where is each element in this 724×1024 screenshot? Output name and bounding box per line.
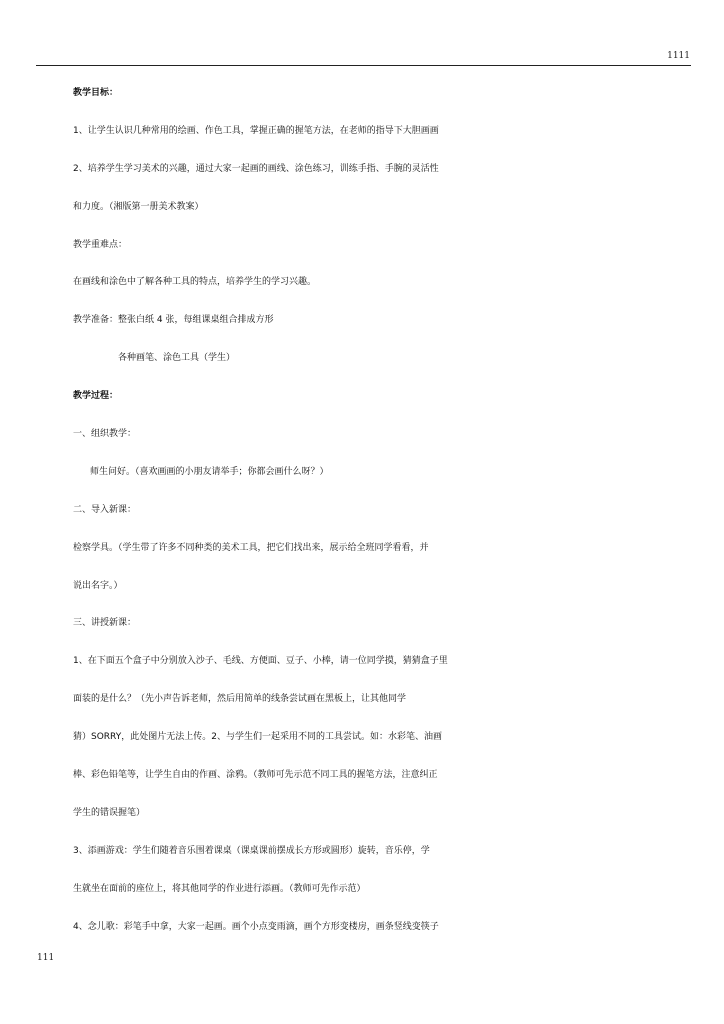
- paragraph-line: 生就坐在面前的座位上，将其他同学的作业进行添画。（教师可先作示范）: [73, 884, 366, 894]
- paragraph-line: 1、让学生认识几种常用的绘画、作色工具，掌握正确的握笔方法，在老师的指导下大胆画画: [73, 126, 439, 136]
- section-heading: 三、讲授新课：: [73, 618, 137, 628]
- paragraph-line: 检察学具。（学生带了许多不同种类的美术工具，把它们找出来，展示给全班同学看看，并: [73, 543, 429, 553]
- paragraph-line: 3、添画游戏：学生们随着音乐围着课桌（课桌课前摆成长方形或圆形）旋转，音乐停，学: [73, 846, 430, 856]
- paragraph-line: 教学准备：整张白纸 4 张，每组课桌组合排成方形: [73, 315, 274, 325]
- section-heading: 二、导入新课：: [73, 505, 137, 515]
- paragraph-line: 说出名字。）: [73, 581, 123, 591]
- heading-process: 教学过程：: [73, 391, 119, 401]
- heading-objectives: 教学目标：: [73, 88, 119, 98]
- heading-key-points: 教学重难点：: [73, 240, 128, 250]
- paragraph-line: 猜）SORRY，此处图片无法上传。2、与学生们一起采用不同的工具尝试。如：水彩笔、油画: [73, 732, 442, 742]
- header-page-number: 1111: [667, 51, 690, 61]
- paragraph-line: 各种画笔、涂色工具（学生）: [118, 353, 236, 363]
- paragraph-line: 学生的错误握笔）: [73, 808, 146, 818]
- header-rule: [36, 65, 691, 66]
- paragraph-line: 在画线和涂色中了解各种工具的特点，培养学生的学习兴趣。: [73, 277, 317, 287]
- paragraph-line: 师生问好。（喜欢画画的小朋友请举手；你都会画什么呀？）: [90, 467, 329, 477]
- paragraph-line: 2、培养学生学习美术的兴趣，通过大家一起画的画线、涂色练习，训练手指、手腕的灵活性: [73, 164, 439, 174]
- paragraph-line: 面装的是什么？（先小声告诉老师，然后用简单的线条尝试画在黑板上，让其他同学: [73, 694, 407, 704]
- paragraph-line: 棒、彩色铅笔等，让学生自由的作画、涂鸦。（教师可先示范不同工具的握笔方法，注意纠正: [73, 770, 438, 780]
- paragraph-line: 和力度。（湘版第一册美术教案）: [73, 202, 204, 212]
- paragraph-line: 1、在下面五个盒子中分别放入沙子、毛线、方便面、豆子、小棒，请一位同学摸，猜猜盒子里: [73, 656, 448, 666]
- paragraph-line: 4、念儿歌：彩笔手中拿，大家一起画。画个小点变雨滴，画个方形变楼房，画条竖线变筷子: [73, 922, 439, 932]
- section-heading: 一、组织教学：: [73, 429, 137, 439]
- footer-page-number: 111: [37, 953, 55, 963]
